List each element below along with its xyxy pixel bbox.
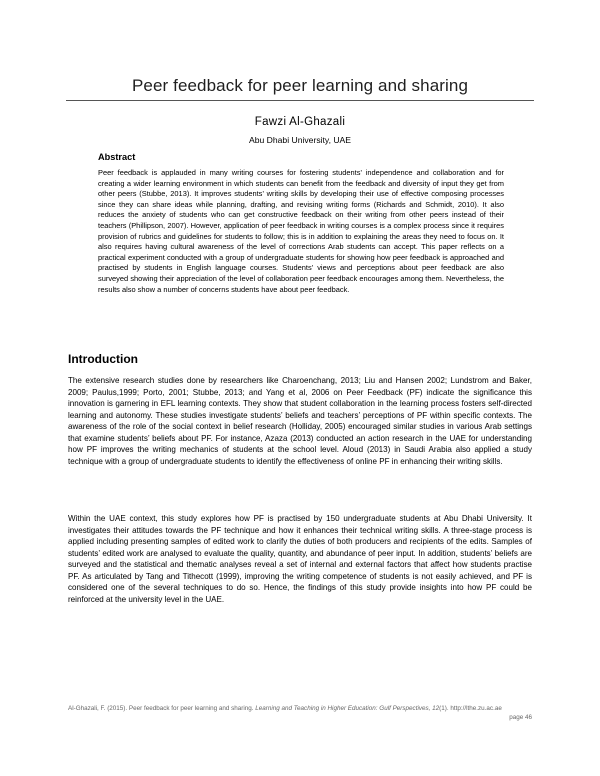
introduction-paragraph-2: Within the UAE context, this study explores how PF is practised by 150 undergraduate students at Abu Dhabi University. It investigates their attitudes towards the PF technique and how it enhances their technical writing skills. A three-stage process is applied including presenting samples of edited work to clarify the duties of both producers and recipients of the edits. Samples of students’ edited work are analysed to evaluate the quality, quantity, and abundance of peer input. In addition, students’ beliefs are surveyed and the statistical and thematic analyses reveal a set of internal and external factors that affect how students practise PF. As articulated by Tang and Tithecott (1999), improving the writing competence of students is not easily achieved, and PF is considered one of the several techniques to do so. Hence, the findings of this study provide insights into how PF could be reinforced at the university level in the UAE. <box>68 514 532 604</box>
author-affiliation: Abu Dhabi University, UAE <box>248 135 352 145</box>
author-name: Fawzi Al-Ghazali <box>254 116 346 128</box>
abstract-text: Peer feedback is applauded in many writing courses for fostering students’ independence and collaboration and for creating a wider learning environment in which students can benefit from the feedback and diversity of input they get from other peers (Stubbe, 2013). It improves students’ writing skills by developing their use of effective composing processes since they can share ideas while planning, drafting, and revising writing forms (Richards and Schmidt, 2010). It also reduces the anxiety of students who can get constructive feedback on their writing from other peers instead of their teachers (Phillipson, 2007). However, application of peer feedback in writing courses is a complex process since it requires provision of rubrics and guidelines for students to follow; this is in addition to explaining the areas they need to focus on. It also requires having cultural awareness of the level of corrections Arab students can accept. This paper reflects on a practical experiment conducted with a group of undergraduate students for showing how peer feedback is approached and practised by students in English language courses. Students’ views and perceptions about peer feedback are also surveyed showing their appreciation of the level of collaboration peer feedback encourages among them. Nevertheless, the results also show a number of concerns students have about peer feedback. <box>98 168 504 294</box>
journal-url[interactable]: http://lthe.zu.ac.ae <box>450 705 502 712</box>
citation-issue: (1). <box>439 705 449 712</box>
abstract-heading: Abstract <box>98 152 136 162</box>
citation-text: Al-Ghazali, F. (2015). Peer feedback for peer learning and sharing. <box>68 705 254 712</box>
introduction-paragraph-1: The extensive research studies done by researchers like Charoenchang, 2013; Liu and Hansen 2002; Lundstrom and Baker, 2009; Paulus,1999; Porto, 2001; Stubbe, 2013; and Yang et al, 2006 on Peer Feedback (PF) indicate the significance this innovation is garnering in EFL learning contexts. They show that student collaboration in the learning process fosters self-directed learning and autonomy. These studies investigate students’ beliefs and teachers’ perceptions of PF within specific contexts. The awareness of the role of the social context in belief research (Holliday, 2005) encouraged similar studies in various Arab settings that examine students’ beliefs about PF. For instance, Azaza (2013) conducted an action research in the UAE for understanding how PF improves the writing mechanics of students at the school level. Aloud (2013) in Saudi Arabia also applied a study technique with a group of undergraduate students to identify the effectiveness of online PF in enhancing their writing skills. <box>68 376 532 466</box>
introduction-heading: Introduction <box>68 352 138 366</box>
title-divider <box>66 100 534 101</box>
citation-journal: Learning and Teaching in Higher Education: Gulf Perspectives, 12 <box>255 705 440 712</box>
page-number: page 46 <box>509 714 532 721</box>
footer-citation <box>68 704 532 714</box>
paper-title: Peer feedback for peer learning and sharing <box>131 76 468 95</box>
